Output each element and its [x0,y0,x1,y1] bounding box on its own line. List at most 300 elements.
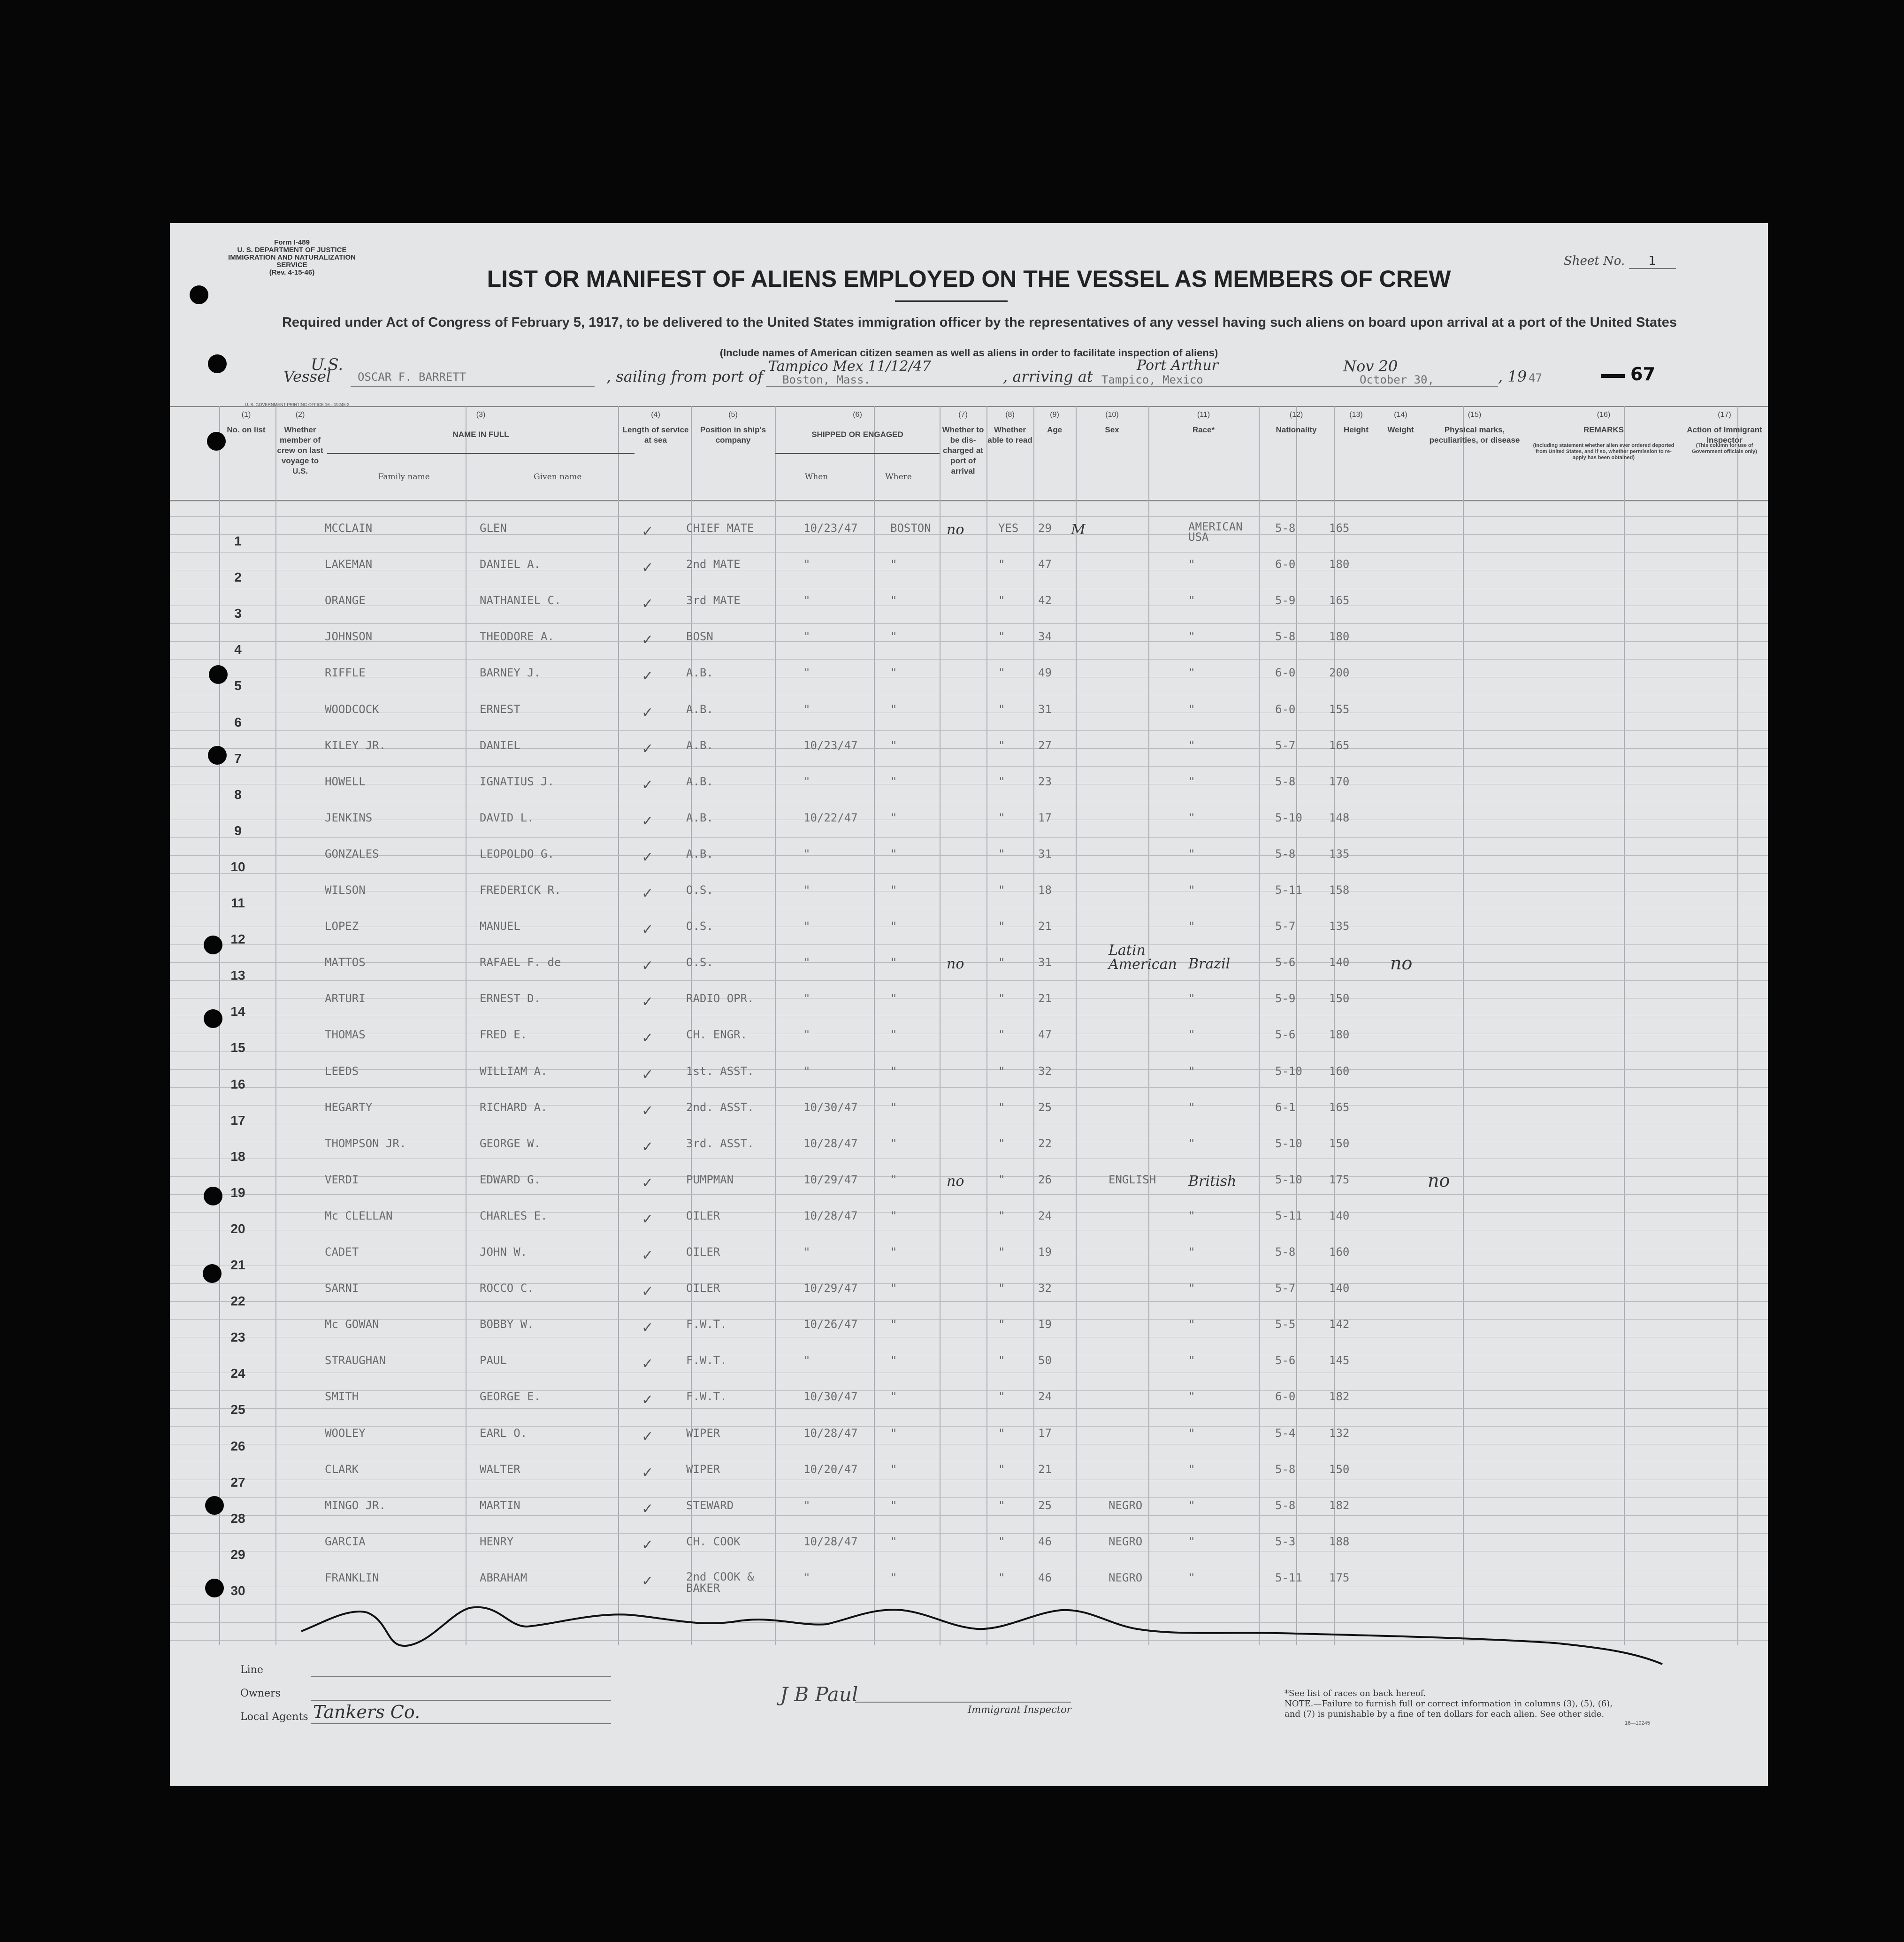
row-number: 2 [234,570,242,585]
cell-family: STRAUGHAN [325,1354,386,1367]
cell-weight: 182 [1329,1498,1350,1512]
cell-position: 2nd. ASST. [686,1100,754,1114]
cell-read: " [998,775,1005,788]
arriving-port-typed: Tampico, Mexico [1101,373,1203,386]
cell-height: 5-11 [1275,1571,1302,1584]
cell-given: MANUEL [480,920,520,933]
form-service: IMMIGRATION AND NATURALIZATION SERVICE [228,253,356,269]
row-number: 5 [234,678,242,693]
column-group-rule [327,453,635,454]
page-title: LIST OR MANIFEST OF ALIENS EMPLOYED ON THE VESSEL AS MEMBERS OF CREW [487,266,1451,292]
row-number: 30 [230,1583,245,1598]
remark-hand: no [1390,953,1413,974]
cell-read: " [998,1354,1005,1367]
cell-position: 2nd MATE [686,558,741,571]
row-number: 9 [234,823,242,838]
cell-where: " [890,702,897,716]
requirement-statement: Required under Act of Congress of February 5, 1917, to be delivered to the United States immigration officer by the representatives of any vessel having such aliens on board upon arrival at a port of the United States [282,315,1677,330]
cell-weight: 180 [1329,558,1350,571]
cell-height: 5-8 [1275,1462,1296,1476]
service-check-mark: ✓ [642,921,654,938]
arriving-label: , arriving at [1003,368,1093,385]
cell-family: MINGO JR. [325,1498,386,1512]
cell-family: VERDI [325,1173,359,1186]
cell-nationality: " [1188,1498,1195,1512]
column-number: (4) [651,411,660,419]
sailing-port-typed: Boston, Mass. [782,373,871,386]
cell-weight: 165 [1329,1100,1350,1114]
row-number: 17 [230,1113,245,1128]
service-check-mark: ✓ [642,523,654,540]
cell-read: " [998,992,1005,1006]
cell-given: MARTIN [480,1498,520,1512]
cell-when: " [803,992,811,1006]
column-header: Whether able to read [987,425,1032,445]
column-header: Physical marks, peculiarities, or disease [1429,425,1520,445]
cell-read: " [998,1318,1005,1331]
footer-notes [1285,1689,1613,1719]
cell-height: 5-10 [1275,1064,1302,1078]
row-number: 13 [230,968,245,983]
row-number: 6 [234,714,242,729]
service-check-mark: ✓ [642,1102,654,1119]
column-header: Age [1047,425,1063,434]
cell-age: 49 [1038,666,1052,680]
cell-given: PAUL [480,1354,507,1367]
cell-weight: 150 [1329,1462,1350,1476]
column-header: REMARKS [1583,425,1624,434]
cell-where: " [890,558,897,571]
ruled-line [170,1426,1768,1427]
cell-read: " [998,1498,1005,1512]
cell-weight: 160 [1329,1064,1350,1078]
cell-age: 17 [1038,1426,1052,1440]
cell-position: 1st. ASST. [686,1064,754,1078]
cell-when: " [803,1028,811,1042]
service-check-mark: ✓ [642,994,654,1011]
row-number: 23 [230,1330,245,1345]
punch-hole [209,665,228,684]
cell-family: GARCIA [325,1535,366,1548]
column-number: (10) [1105,411,1119,419]
cell-family: HOWELL [325,775,366,788]
cell-read: " [998,1571,1005,1584]
cell-given: DANIEL A. [480,558,541,571]
row-number: 21 [230,1258,245,1272]
ruled-line [170,855,1768,856]
cell-when: 10/22/47 [803,811,858,824]
cell-weight: 165 [1329,522,1350,535]
cell-height: 5-7 [1275,920,1296,933]
inspector-signature: J B Paul [780,1683,858,1706]
cell-height: 6-0 [1275,702,1296,716]
cell-position: A.B. [686,666,713,680]
service-check-mark: ✓ [642,560,654,576]
cell-position: CH. ENGR. [686,1028,748,1042]
cell-read: " [998,1462,1005,1476]
service-check-mark: ✓ [642,776,654,793]
cell-race: NEGRO [1109,1571,1143,1584]
cell-nationality: " [1188,1209,1195,1222]
cell-position: STEWARD [686,1498,734,1512]
cell-height: 5-3 [1275,1535,1296,1548]
row-number: 20 [230,1221,245,1236]
row-number: 28 [230,1511,245,1526]
cell-family: WOOLEY [325,1426,366,1440]
date-underline [1334,386,1498,387]
cell-family: CADET [325,1245,359,1259]
cell-weight: 148 [1329,811,1350,824]
cell-when: " [803,666,811,680]
cell-family: KILEY JR. [325,738,386,752]
cell-when: 10/29/47 [803,1173,858,1186]
cell-when: " [803,847,811,860]
agents-underline [311,1723,611,1724]
sheet-number-value: 1 [1629,254,1676,269]
cell-weight: 135 [1329,847,1350,860]
service-check-mark: ✓ [642,668,654,685]
cell-family: MATTOS [325,956,366,969]
cell-when: " [803,1498,811,1512]
column-number: (15) [1468,411,1482,419]
cell-race: ENGLISH [1109,1173,1156,1186]
punch-hole [204,1009,222,1028]
ruled-line [170,1533,1768,1534]
cell-weight: 140 [1329,1282,1350,1295]
cell-position: F.W.T. [686,1354,727,1367]
footer-owners-field [240,1688,616,1699]
cell-height: 5-8 [1275,630,1296,644]
column-divider [1334,406,1335,1645]
cell-age: 27 [1038,738,1052,752]
column-number: (5) [728,411,738,419]
cell-position: 3rd MATE [686,594,741,607]
cell-given: WALTER [480,1462,520,1476]
cell-when: 10/23/47 [803,522,858,535]
cell-given: ROCCO C. [480,1282,534,1295]
cell-position: OILER [686,1209,720,1222]
cell-family: JOHNSON [325,630,373,644]
cell-age: 47 [1038,1028,1052,1042]
column-header: Whether member of crew on last voyage to U.S. [277,425,323,476]
cell-weight: 150 [1329,1136,1350,1150]
column-header: SHIPPED OR ENGAGED [811,430,903,439]
cell-weight: 180 [1329,1028,1350,1042]
ruled-line [170,1301,1768,1302]
cell-given: ERNEST D. [480,992,541,1006]
cell-weight: 135 [1329,920,1350,933]
service-check-mark: ✓ [642,704,654,721]
cell-given: EDWARD G. [480,1173,541,1186]
punch-hole [205,1496,224,1515]
cell-where: " [890,594,897,607]
row-number: 1 [234,534,242,548]
row-number: 22 [230,1294,245,1309]
cell-height: 5-4 [1275,1426,1296,1440]
cell-read: " [998,1136,1005,1150]
punch-hole [208,354,227,373]
cell-family: LAKEMAN [325,558,373,571]
cell-where: " [890,811,897,824]
cell-weight: 160 [1329,1245,1350,1259]
cell-age: 47 [1038,558,1052,571]
cell-weight: 132 [1329,1426,1350,1440]
cell-when: " [803,1354,811,1367]
cell-when: 10/23/47 [803,738,858,752]
service-check-mark: ✓ [642,1174,654,1191]
cell-where: " [890,920,897,933]
service-check-mark: ✓ [642,958,654,975]
cell-position: CH. COOK [686,1535,741,1548]
column-number: (17) [1718,411,1731,419]
column-number: (3) [476,411,486,419]
cell-read: " [998,1028,1005,1042]
cell-given: BOBBY W. [480,1318,534,1331]
cell-nationality: " [1188,920,1195,933]
cell-height: 5-5 [1275,1318,1296,1331]
cell-nationality: " [1188,1318,1195,1331]
row-number: 27 [230,1474,245,1489]
cell-read: " [998,702,1005,716]
cell-family: ORANGE [325,594,366,607]
vessel-hand-prefix: U.S. [311,355,344,374]
column-number: (14) [1394,411,1407,419]
column-group-rule [775,453,940,454]
stamp-mark [1601,374,1625,378]
cell-age: 21 [1038,1462,1052,1476]
cell-when: " [803,775,811,788]
sailing-label: , sailing from port of [606,368,763,385]
column-number: (1) [241,411,251,419]
cell-weight: 170 [1329,775,1350,788]
row-number: 26 [230,1438,245,1453]
cell-weight: 145 [1329,1354,1350,1367]
cell-when: 10/28/47 [803,1535,858,1548]
service-check-mark: ✓ [642,1500,654,1517]
column-divider [1033,406,1034,1645]
column-header: Position in ship's company [700,425,766,445]
cell-age: 31 [1038,956,1052,969]
column-number: (6) [853,411,862,419]
cell-nationality: " [1188,1136,1195,1150]
ruled-line [170,1087,1768,1088]
page-stamp: 67 [1630,364,1655,384]
service-check-mark: ✓ [642,849,654,866]
cell-where: " [890,1136,897,1150]
arrival-date-typed: October 30, [1360,373,1434,386]
cell-where: " [890,1571,897,1584]
ruled-line [170,730,1768,731]
cell-nationality: British [1188,1173,1237,1190]
cell-height: 5-6 [1275,1354,1296,1367]
cell-family: CLARK [325,1462,359,1476]
cell-given: NATHANIEL C. [480,594,561,607]
cell-age: 21 [1038,920,1052,933]
cell-height: 5-7 [1275,738,1296,752]
cell-where: " [890,666,897,680]
ruled-line [170,766,1768,767]
cell-given: RAFAEL F. de [480,956,561,969]
form-revision: (Rev. 4-15-46) [269,269,315,276]
ruled-line [170,962,1768,963]
cell-age: 34 [1038,630,1052,644]
row-number: 14 [230,1004,245,1019]
column-divider [874,406,875,1645]
service-check-mark: ✓ [642,1428,654,1445]
cell-height: 5-8 [1275,775,1296,788]
cell-nationality: " [1188,1535,1195,1548]
row-number: 25 [230,1402,245,1417]
ruled-line [170,1176,1768,1177]
cell-position: O.S. [686,883,713,897]
ruled-line [170,944,1768,945]
cell-nationality: " [1188,702,1195,716]
service-check-mark: ✓ [642,1320,654,1336]
column-header: No. on list [227,425,266,434]
agents-hand: Tankers Co. [313,1702,421,1722]
ruled-line [170,516,1768,517]
cell-family: LOPEZ [325,920,359,933]
column-number: (12) [1289,411,1303,419]
year-prefix: , 19 [1498,368,1527,385]
cell-weight: 158 [1329,883,1350,897]
cell-nationality: " [1188,1100,1195,1114]
cell-age: 24 [1038,1209,1052,1222]
ruled-line [170,1212,1768,1213]
service-check-mark: ✓ [642,1247,654,1264]
row-number: 10 [230,859,245,874]
column-header: Nationality [1276,425,1317,434]
ruled-line [170,1283,1768,1284]
cell-position: A.B. [686,847,713,860]
punch-hole [204,936,222,954]
cell-when: " [803,1064,811,1078]
cell-where: " [890,738,897,752]
footer-agents-field [240,1702,616,1723]
cell-when: " [803,920,811,933]
cell-race: Latin American [1109,942,1177,973]
cell-nationality: " [1188,1028,1195,1042]
owners-underline [311,1700,611,1701]
cell-position: OILER [686,1245,720,1259]
cell-given: CHARLES E. [480,1209,548,1222]
row-number: 7 [234,751,242,766]
cell-where: " [890,1462,897,1476]
year-suffix: 47 [1529,371,1542,384]
cell-age: 24 [1038,1390,1052,1404]
service-check-mark: ✓ [642,1138,654,1155]
cell-weight: 175 [1329,1173,1350,1186]
cell-position: OILER [686,1282,720,1295]
cell-nationality: " [1188,738,1195,752]
cell-nationality: " [1188,1426,1195,1440]
cell-read: " [998,1390,1005,1404]
cell-where: " [890,1390,897,1404]
cell-nationality: " [1188,1390,1195,1404]
cell-where: " [890,992,897,1006]
ruled-line [170,1622,1768,1623]
cell-read: " [998,1282,1005,1295]
cell-age: 19 [1038,1245,1052,1259]
cell-height: 5-6 [1275,1028,1296,1042]
row-number: 18 [230,1149,245,1164]
cell-weight: 150 [1329,992,1350,1006]
cell-position: A.B. [686,811,713,824]
line-label: Line [240,1664,263,1676]
column-number: (2) [295,411,305,419]
cell-family: THOMAS [325,1028,366,1042]
service-check-mark: ✓ [642,596,654,613]
cell-where: " [890,1498,897,1512]
cell-nationality: " [1188,1354,1195,1367]
cell-position: O.S. [686,956,713,969]
cell-given: THEODORE A. [480,630,554,644]
column-header: Weight [1387,425,1414,434]
cell-given: BARNEY J. [480,666,541,680]
cell-nationality: " [1188,1064,1195,1078]
column-header-note: (Including statement whether alien ever ordered deported from United States, and if so, whether permission to re-apply has been obtained) [1533,443,1675,461]
cell-weight: 165 [1329,594,1350,607]
punch-hole [205,1579,224,1597]
column-subheader: Family name [378,472,430,482]
cell-given: LEOPOLDO G. [480,847,554,860]
cell-family: WILSON [325,883,366,897]
cell-given: ABRAHAM [480,1571,528,1584]
cell-given: GLEN [480,522,507,535]
cell-when: 10/30/47 [803,1390,858,1404]
cell-read: " [998,1100,1005,1114]
remark-hand: no [1428,1170,1450,1191]
cell-given: WILLIAM A. [480,1064,548,1078]
printer-line: U. S. GOVERNMENT PRINTING OFFICE 16—19245-2 [245,402,350,407]
cell-where: " [890,1354,897,1367]
column-number: (16) [1597,411,1611,419]
cell-position: WIPER [686,1462,720,1476]
column-header-note: (This column for use of Government officials only) [1692,443,1757,454]
cell-age: 21 [1038,992,1052,1006]
cell-weight: 140 [1329,1209,1350,1222]
service-check-mark: ✓ [642,1283,654,1300]
cell-read: " [998,1245,1005,1259]
punch-hole [207,432,226,451]
service-check-mark: ✓ [642,1573,654,1589]
title-divider [895,300,1008,302]
cell-read: " [998,558,1005,571]
cell-nationality: " [1188,883,1195,897]
cell-when: " [803,594,811,607]
punch-hole [190,285,208,304]
cell-given: FREDERICK R. [480,883,561,897]
column-number: (8) [1005,411,1015,419]
ruled-line [170,1194,1768,1195]
cell-nationality: " [1188,594,1195,607]
row-number: 15 [230,1040,245,1055]
owners-label: Owners [240,1688,281,1699]
ruled-line [170,1408,1768,1409]
cell-nationality: " [1188,775,1195,788]
cell-family: LEEDS [325,1064,359,1078]
cell-read: " [998,738,1005,752]
cell-age: 46 [1038,1571,1052,1584]
manifest-table [170,406,1768,1645]
cell-discharged: no [947,956,964,973]
form-number: Form I-489 [274,238,310,246]
cell-read: " [998,666,1005,680]
column-divider [219,406,220,1645]
cell-height: 5-6 [1275,956,1296,969]
column-number: (13) [1349,411,1363,419]
cell-sex: M [1071,522,1086,538]
